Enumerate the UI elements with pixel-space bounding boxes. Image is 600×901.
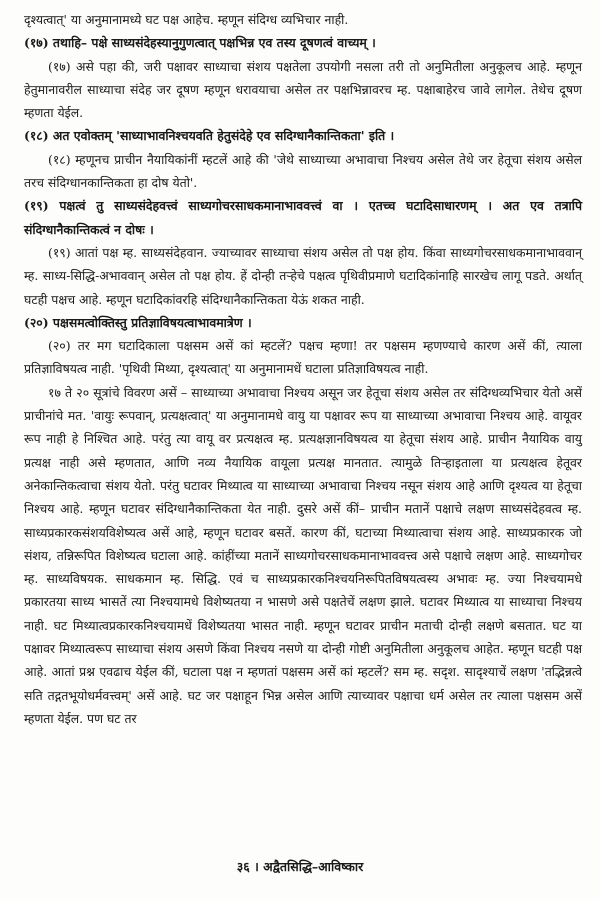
sutra-18-heading: (१८) अत एवोक्तम् 'साध्याभावनिश्चयवति हेतुसंदेहे एव सदिग्धानैकान्तिकता' इति । (24, 128, 395, 144)
sutra-20-heading: (२०) पक्षसमत्वोक्तिस्तु प्रतिज्ञाविषयत्वाभावमात्रेण । (24, 314, 252, 330)
commentary-20: (२०) तर मग घटादिकाला पक्षसम असें कां म्हटलें? पक्षच म्हणा! तर पक्षसम म्हणण्याचे कारण असें कीं, त्याला प्रतिज्ञाविषयत्व नाही. 'पृथिवी मिथ्या, दृश्यत्वात्' या अनुमानामधें घटाला प्रतिज्ञाविषयत्व नाही. (24, 338, 582, 377)
commentary-19: (१९) आतां पक्ष म्ह. साध्यसंदेहवान. ज्याच्यावर साध्याचा संशय असेल तो पक्ष होय. किंवा साध्यगोचरसाधकमानाभाववान् म्ह. साध्य-सिद्धि-अभाववान् असेल तो पक्ष होय. हें दोन्ही तऱ्हेचे पक्षत्व पृथिवीप्रमाणे घटादिकांनाहि सारखेच लागू पडते. अर्थात् घटही पक्षच आहे. म्हणून घटादिकांवरहि संदिग्धानैकान्तिकता येऊं शकत नाही. (24, 244, 582, 307)
paragraph-continuation: दृश्यत्वात्' या अनुमानामध्ये घट पक्ष आहेच. म्हणून संदिग्ध व्यभिचार नाही. (24, 12, 349, 27)
sutra-19-heading: (१९) पक्षत्वं तु साध्यसंदेहवत्त्वं साध्यगोचरसाधकमानाभाववत्त्वं वा । एतच्च घटादिसाधारणम् । अत एव तत्रापि संदिग्धानैकान्तिकत्वं न दोषः । (24, 198, 582, 237)
commentary-17: (१७) असे पहा की, जरी पक्षावर साध्याचा संशय पक्षतेला उपयोगी नसला तरी तो अनुमितीला अनुकूलच आहे. म्हणून हेतुमानावरील साध्याचा संदेह जर दूषण म्हणून धरावयाचा असेल तर पक्षभिन्नावरच म्ह. पक्षाबाहेरच जावे लागेल. तेथेच दूषण म्हणता येईल. (24, 58, 582, 121)
sutra-17-heading: (१७) तथाहि– पक्षे साध्यसंदेहस्यानुगुणत्वात् पक्षभिन्न एव तस्य दूषणत्वं वाच्यम् । (24, 35, 376, 51)
commentary-18: (१८) म्हणूनच प्राचीन नैयायिकांनीं म्हटलें आहे की 'जेथे साध्याच्या अभावाचा निश्चय असेल तेथे जर हेतूचा संशय असेल तरच संदिग्धानकान्तिकता हा दोष येतो'. (24, 151, 582, 191)
summary-17-20: १७ ते २० सूत्रांचे विवरण असें – साध्याच्या अभावाचा निश्चय असून जर हेतूचा संशय असेल तर संदिग्धव्यभिचार येतो असें प्राचीनांचे मत. 'वायुः रूपवान्, प्रत्यक्षत्वात्' या अनुमानामधे वायु या पक्षावर रूप या साध्याच्या अभावाचा निश्चय आहे. वायूवर रूप नाही हे निश्चित आहे. परंतु त्या वायू वर प्रत्यक्षत्व म्ह. प्रत्यक्षज्ञानविषयत्व या हेतूचा संशय आहे. प्राचीन नैयायिक वायु प्रत्यक्ष नाही असे म्हणतात, आणि नव्य नैयायिक वायूला प्रत्यक्ष मानतात. त्यामुळे तिऱ्हाइताला या प्रत्यक्षत्व हेतूवर अनेकान्तिकत्वाचा संशय येतो. परंतु घटावर मिथ्यात्व या साध्याच्या अभावाचा निश्चय नसून संशय आहे आणि दृश्यत्व या हेतूचा निश्चय आहे. म्हणून घटावर संदिग्धानैकान्तिकता येत नाही. दुसरे असें कीं– प्राचीन मतानें पक्षाचे लक्षण साध्यसंदेहवत्व म्ह. साध्यप्रकारकसंशयविशेष्यत्व असें आहे, म्हणून घटावर बसतें. कारण कीं, घटाच्या मिथ्यात्वाचा संशय आहे. साध्यप्रकारक जो संशय, तन्निरूपित विशेष्यत्व घटाला आहे. कांहींच्या मतानें साध्यगोचरसाधकमानाभाववत्त्व असे पक्षाचे लक्षण आहे. साध्यगोचर म्ह. साध्यविषयक. साधकमान म्ह. सिद्धि. एवं च साध्यप्रकारकनिश्चयनिरूपितविषयत्वस्य अभावः म्ह. ज्या निश्चयामधे प्रकारतया साध्य भासतें त्या निश्चयामधे विशेष्यतया न भासणे असे पक्षतेचें लक्षण झाले. घटावर मिथ्यात्व या साध्याचा निश्चय नाही. घट मिथ्यात्वप्रकारकनिश्चयामधें विशेष्यतया भासत नाही. म्हणून घटावर प्राचीन मताची दोन्ही लक्षणे बसतात. घट या पक्षावर मिथ्यात्वरूप साध्याचा संशय असणे किंवा निश्चय नसणे या दोन्ही गोष्टी अनुमितीला अनुकूलच आहेत. म्हणून घटही पक्ष आहे. आतां प्रश्न एवढाच येईल कीं, घटाला पक्ष न म्हणतां पक्षसम असें कां म्हटलें? सम म्ह. सदृश. सादृश्याचें लक्षण 'तद्भिन्नत्वे सति तद्गतभूयोधर्मवत्त्वम्' असें आहे. घट जर पक्षाहून भिन्न असेल आणि त्याच्यावर पक्षाचा धर्म असेल तर त्याला पक्षसम असें म्हणता येईल. पण घट तर (24, 384, 582, 726)
page-footer: ३६ । अद्वैतसिद्धि–आविष्कार (236, 859, 364, 874)
